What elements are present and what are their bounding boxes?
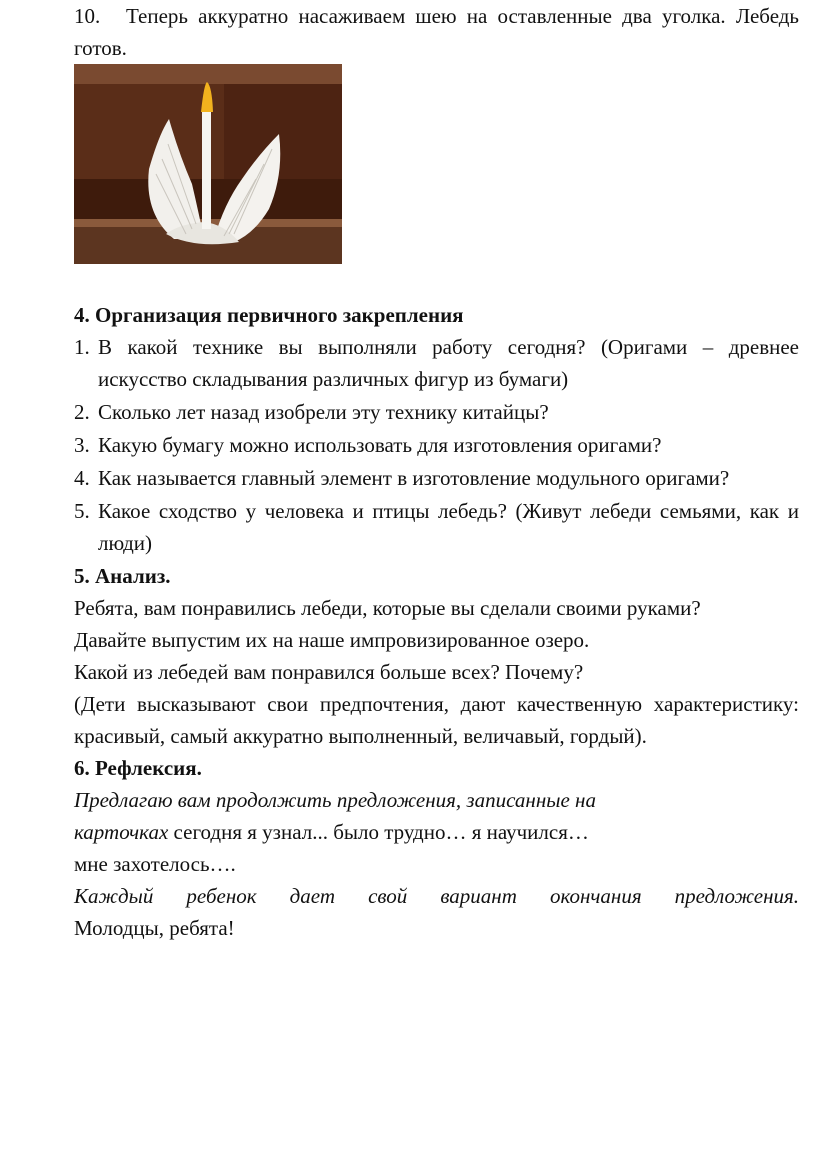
list-item [74, 429, 799, 461]
swan-origami-photo [74, 64, 342, 264]
analysis-line-2: Давайте выпустим их на наше импровизированное озеро. [74, 628, 590, 652]
reflection-line-4: Каждый ребенок дает свой вариант окончания предложения. [74, 884, 799, 908]
reflection-normal-2: сегодня я узнал... было трудно… я научился… [168, 820, 589, 844]
section-6-heading: 6. Рефлексия. [74, 756, 202, 780]
list-item-number: 1. [74, 335, 90, 359]
list-item-number: 2. [74, 400, 90, 424]
list-item [74, 462, 799, 494]
list-item-number: 5. [74, 499, 90, 523]
swan-illustration [74, 64, 342, 264]
list-item-text: Как называется главный элемент в изготовление модульного оригами? [98, 466, 730, 490]
analysis-line-4: (Дети высказывают свои предпочтения, дают качественную характеристику: красивый, самый аккуратно выполненный, величавый, гордый). [74, 692, 799, 748]
question-list [74, 331, 799, 559]
list-item [74, 495, 799, 559]
step-10-text: Теперь аккуратно насаживаем шею на оставленные два уголка. Лебедь готов. [74, 4, 799, 60]
analysis-line-1: Ребята, вам понравились лебеди, которые вы сделали своими руками? [74, 596, 701, 620]
list-item-text: Какое сходство у человека и птицы лебедь? (Живут лебеди семьями, как и люди) [98, 499, 799, 555]
list-item-text: В какой технике вы выполняли работу сегодня? (Оригами – древнее искусство складывания различных фигур из бумаги) [98, 335, 799, 391]
step-10-number: 10. [74, 4, 101, 28]
list-item-number: 3. [74, 433, 90, 457]
reflection-italic-2: карточках [74, 820, 169, 844]
reflection-line-3: мне захотелось…. [74, 852, 236, 876]
main-content [74, 299, 799, 944]
list-item [74, 396, 799, 428]
reflection-line-1 [74, 784, 799, 816]
list-item [74, 331, 799, 395]
reflection-italic-1: Предлагаю вам продолжить предложения, записанные на [74, 788, 596, 812]
list-item-text: Сколько лет назад изобрели эту технику китайцы? [98, 400, 549, 424]
list-item-text: Какую бумагу можно использовать для изготовления оригами? [98, 433, 662, 457]
analysis-line-3: Какой из лебедей вам понравился больше всех? Почему? [74, 660, 584, 684]
closing-line: Молодцы, ребята! [74, 916, 235, 940]
step-10-paragraph [74, 0, 799, 64]
list-item-number: 4. [74, 466, 90, 490]
reflection-line-2 [74, 816, 799, 848]
section-5-heading: 5. Анализ. [74, 564, 171, 588]
section-4-heading: 4. Организация первичного закрепления [74, 303, 464, 327]
